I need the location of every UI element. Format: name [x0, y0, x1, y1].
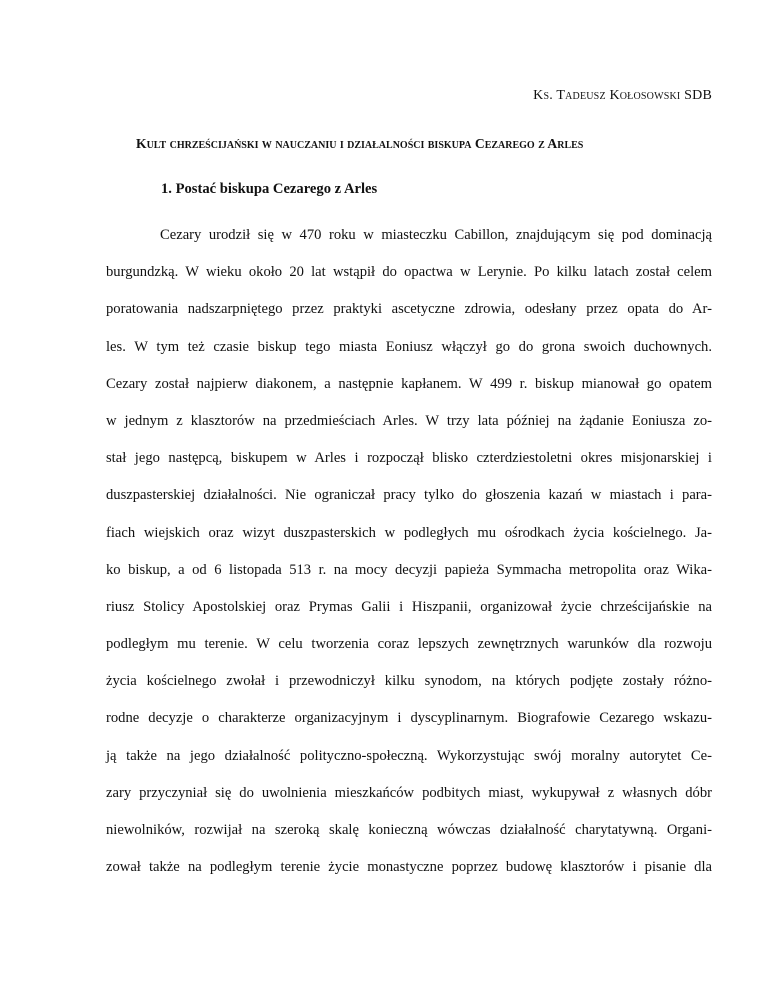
text-line: ko biskup, a od 6 listopada 513 r. na mocy decyzji papieża Symmacha metropolita oraz Wika- — [106, 561, 712, 578]
article-title: Kult chrześcijański w nauczaniu i działalności biskupa Cezarego z Arles — [136, 136, 584, 151]
text-line: burgundzką. W wieku około 20 lat wstąpił do opactwa w Lerynie. Po kilku latach został celem — [106, 264, 712, 281]
text-line: zary przyczyniał się do uwolnienia mieszkańców podbitych miast, wykupywał z własnych dóbr — [106, 784, 712, 801]
text-line: zował także na podległym terenie życie monastyczne poprzez budowę klasztorów i pisanie dla — [106, 859, 712, 876]
text-line: duszpasterskiej działalności. Nie ograniczał pracy tylko do głoszenia kazań w miastach i para- — [106, 487, 712, 504]
text-line: życia kościelnego zwołał i przewodniczył kilku synodom, na których podjęte zostały różno- — [106, 673, 712, 690]
text-line: Cezary został najpierw diakonem, a następnie kapłanem. W 499 r. biskup mianował go opatem — [106, 375, 712, 392]
text-line: poratowania nadszarpniętego przez praktyki ascetyczne zdrowia, odesłany przez opata do Ar- — [106, 301, 712, 318]
text-line: Cezary urodził się w 470 roku w miasteczku Cabillon, znajdującym się pod dominacją — [160, 227, 712, 243]
text-line: les. W tym też czasie biskup tego miasta Eoniusz włączył go do grona swoich duchownych. — [106, 338, 712, 355]
text-line: ją także na jego działalność polityczno-społeczną. Wykorzystując swój moralny autorytet Ce- — [106, 747, 712, 764]
text-line: riusz Stolicy Apostolskiej oraz Prymas Galii i Hiszpanii, organizował życie chrześcijańskie na — [106, 598, 712, 615]
section-heading: 1. Postać biskupa Cezarego z Arles — [161, 181, 378, 197]
text-line: fiach wiejskich oraz wizyt duszpasterskich w podległych mu ośrodkach życia kościelnego. Ja- — [106, 524, 712, 541]
text-line: stał jego następcą, biskupem w Arles i rozpoczął blisko czterdziestoletni okres misjonarskiej i — [106, 450, 712, 467]
text-line: niewolników, rozwijał na szeroką skalę konieczną wówczas działalność charytatywną. Organi- — [106, 822, 712, 838]
text-line: podległym mu terenie. W celu tworzenia coraz lepszych zewnętrznych warunków dla rozwoju — [106, 636, 712, 653]
body-text — [106, 225, 712, 894]
text-line: rodne decyzje o charakterze organizacyjnym i dyscyplinarnym. Biografowie Cezarego wskazu- — [106, 710, 712, 727]
author-name: Ks. Tadeusz Kołosowski SDB — [533, 88, 712, 103]
text-line: w jednym z klasztorów na przedmieściach Arles. W trzy lata później na żądanie Eoniusza zo- — [106, 412, 712, 429]
